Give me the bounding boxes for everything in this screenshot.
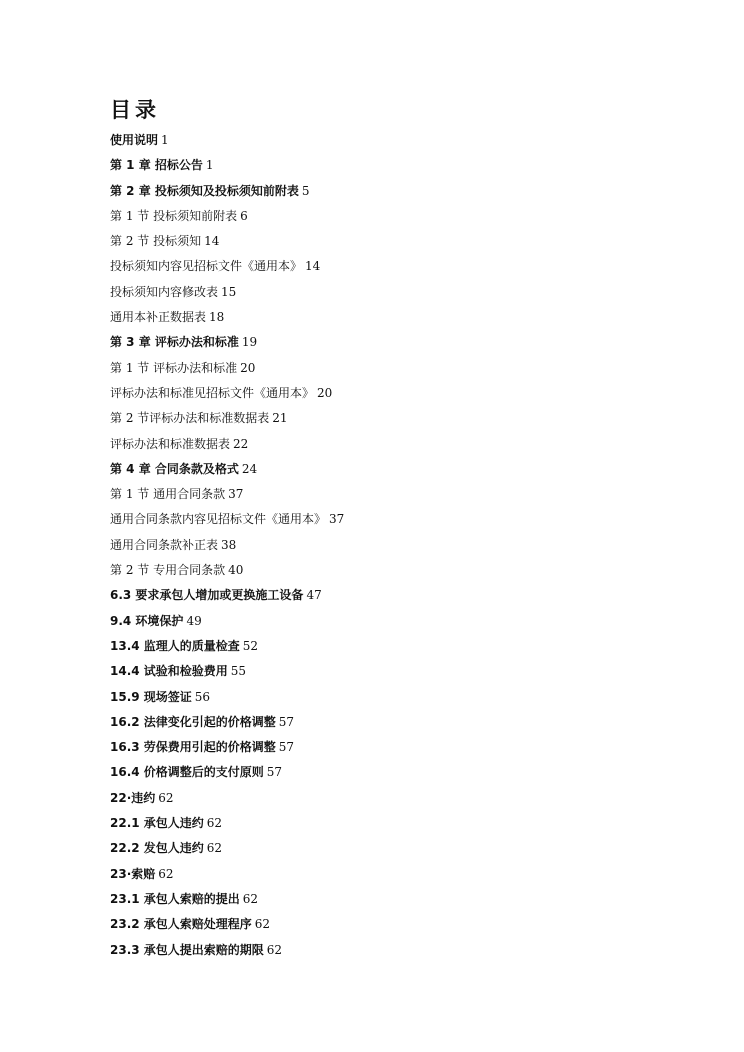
toc-entry[interactable] xyxy=(110,561,670,586)
toc-entry[interactable] xyxy=(110,257,670,282)
toc-entry-page-number: 57 xyxy=(278,740,295,755)
toc-entry-page-number: 62 xyxy=(254,917,271,932)
toc-entry-page-number: 62 xyxy=(242,891,259,906)
toc-entry-page-number: 20 xyxy=(317,385,333,400)
toc-entry-page-number: 14 xyxy=(204,234,220,249)
toc-entry-text: 14.4 试验和检验费用 xyxy=(110,664,228,679)
toc-entry-page-number: 5 xyxy=(301,183,310,198)
toc-entry-text: 23.3 承包人提出索赔的期限 xyxy=(110,942,264,957)
toc-entry-text: 第 4 章 合同条款及格式 xyxy=(110,461,239,476)
toc-entry-page-number: 37 xyxy=(228,487,244,502)
toc-entry[interactable] xyxy=(110,637,670,662)
toc-entry-text: 通用合同条款内容见招标文件《通用本》 xyxy=(110,512,327,527)
toc-entry-page-number: 6 xyxy=(240,208,248,223)
toc-entry[interactable] xyxy=(110,207,670,232)
toc-entry-page-number: 57 xyxy=(278,714,295,729)
toc-entry-text: 16.4 价格调整后的支付原则 xyxy=(110,765,264,780)
toc-entry[interactable] xyxy=(110,409,670,434)
toc-entry-text: 第 1 章 招标公告 xyxy=(110,158,203,173)
toc-entry-text: 第 1 节 通用合同条款 xyxy=(110,487,226,502)
toc-entry[interactable] xyxy=(110,814,670,839)
toc-entry[interactable] xyxy=(110,485,670,510)
toc-entry-page-number: 15 xyxy=(221,284,237,299)
toc-entry-text: 第 2 章 投标须知及投标须知前附表 xyxy=(110,183,299,198)
toc-entry[interactable] xyxy=(110,713,670,738)
toc-entry[interactable] xyxy=(110,460,670,485)
toc-entry-text: 第 3 章 评标办法和标准 xyxy=(110,335,239,350)
toc-entry-page-number: 22 xyxy=(233,436,249,451)
toc-entry[interactable] xyxy=(110,182,670,207)
toc-entry-text: 15.9 现场签证 xyxy=(110,689,192,704)
toc-entry[interactable] xyxy=(110,131,670,156)
toc-entry-page-number: 19 xyxy=(241,335,258,350)
toc-entry-page-number: 62 xyxy=(266,942,283,957)
toc-entry-page-number: 62 xyxy=(206,841,223,856)
toc-title: 目录 xyxy=(110,98,160,122)
toc-entry-page-number: 47 xyxy=(306,588,322,603)
toc-entry-text: 第 2 节评标办法和标准数据表 xyxy=(110,411,270,426)
toc-entry[interactable] xyxy=(110,156,670,181)
toc-entry[interactable] xyxy=(110,586,670,611)
toc-entry-page-number: 49 xyxy=(186,613,202,628)
toc-entry-text: 通用合同条款补正表 xyxy=(110,537,219,552)
toc-entry-page-number: 62 xyxy=(158,790,174,805)
toc-entry-page-number: 1 xyxy=(161,133,169,147)
toc-entry-page-number: 40 xyxy=(228,563,244,578)
toc-entry[interactable] xyxy=(110,359,670,384)
toc-entry[interactable] xyxy=(110,688,670,713)
toc-entry-text: 第 2 节 专用合同条款 xyxy=(110,563,226,578)
toc-list xyxy=(110,131,670,966)
toc-entry[interactable] xyxy=(110,536,670,561)
toc-entry-text: 第 1 节 评标办法和标准 xyxy=(110,360,238,375)
toc-entry-text: 通用本补正数据表 xyxy=(110,310,207,325)
toc-entry[interactable] xyxy=(110,232,670,257)
toc-entry-page-number: 56 xyxy=(194,689,211,704)
toc-entry-text: 16.3 劳保费用引起的价格调整 xyxy=(110,740,276,755)
toc-entry-text: 使用说明 xyxy=(110,133,159,147)
toc-entry-page-number: 18 xyxy=(209,310,225,325)
toc-entry[interactable] xyxy=(110,839,670,864)
toc-entry-page-number: 62 xyxy=(158,866,174,881)
toc-entry-page-number: 38 xyxy=(221,537,237,552)
toc-entry-page-number: 24 xyxy=(241,461,258,476)
toc-entry-text: 投标须知内容见招标文件《通用本》 xyxy=(110,259,303,274)
toc-entry-text: 22·违约 xyxy=(110,790,156,805)
toc-entry-page-number: 14 xyxy=(305,259,321,274)
toc-entry-page-number: 1 xyxy=(205,158,214,173)
toc-entry[interactable] xyxy=(110,384,670,409)
toc-entry-page-number: 20 xyxy=(240,360,256,375)
toc-entry[interactable] xyxy=(110,890,670,915)
toc-entry[interactable] xyxy=(110,915,670,940)
toc-entry-page-number: 55 xyxy=(230,664,247,679)
toc-entry-text: 9.4 环境保护 xyxy=(110,613,184,628)
toc-entry-text: 23·索赔 xyxy=(110,866,156,881)
toc-entry[interactable] xyxy=(110,510,670,535)
toc-entry[interactable] xyxy=(110,662,670,687)
toc-entry[interactable] xyxy=(110,435,670,460)
toc-entry[interactable] xyxy=(110,738,670,763)
toc-entry[interactable] xyxy=(110,612,670,637)
toc-entry-page-number: 62 xyxy=(206,816,223,831)
toc-entry-text: 第 2 节 投标须知 xyxy=(110,234,202,249)
toc-entry[interactable] xyxy=(110,865,670,890)
toc-entry[interactable] xyxy=(110,333,670,358)
toc-entry[interactable] xyxy=(110,283,670,308)
toc-entry-text: 第 1 节 投标须知前附表 xyxy=(110,208,238,223)
toc-entry-page-number: 21 xyxy=(272,411,288,426)
toc-entry-text: 投标须知内容修改表 xyxy=(110,284,219,299)
toc-entry-page-number: 52 xyxy=(242,638,259,653)
toc-entry-page-number: 57 xyxy=(266,765,283,780)
toc-entry-text: 16.2 法律变化引起的价格调整 xyxy=(110,714,276,729)
toc-entry[interactable] xyxy=(110,789,670,814)
toc-entry-text: 评标办法和标准数据表 xyxy=(110,436,231,451)
toc-entry-text: 22.1 承包人违约 xyxy=(110,816,204,831)
toc-entry-text: 23.2 承包人索赔处理程序 xyxy=(110,917,252,932)
toc-entry-page-number: 37 xyxy=(329,512,345,527)
toc-entry-text: 6.3 要求承包人增加或更换施工设备 xyxy=(110,588,304,603)
toc-entry-text: 评标办法和标准见招标文件《通用本》 xyxy=(110,385,315,400)
toc-entry-text: 23.1 承包人索赔的提出 xyxy=(110,891,240,906)
toc-entry[interactable] xyxy=(110,308,670,333)
toc-entry[interactable] xyxy=(110,763,670,788)
toc-entry[interactable] xyxy=(110,941,670,966)
toc-entry-text: 22.2 发包人违约 xyxy=(110,841,204,856)
toc-entry-text: 13.4 监理人的质量检查 xyxy=(110,638,240,653)
